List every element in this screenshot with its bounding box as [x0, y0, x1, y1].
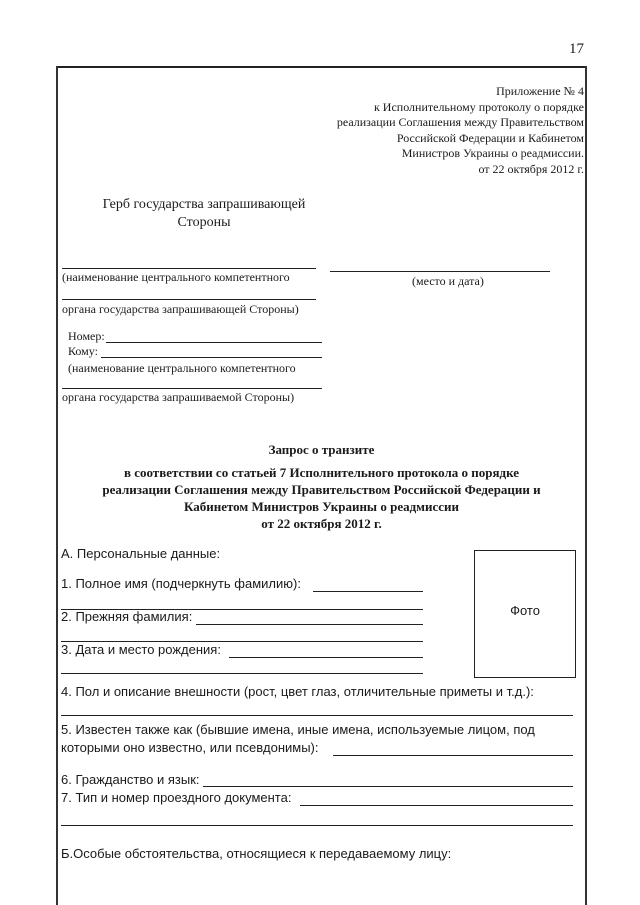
- birth-date-place-field[interactable]: [229, 657, 423, 658]
- place-date-field[interactable]: [330, 271, 550, 272]
- requesting-authority-field-2[interactable]: [62, 299, 316, 300]
- photo-box: [474, 550, 576, 678]
- aliases-field[interactable]: [333, 755, 573, 756]
- birth-date-place-label: 3. Дата и место рождения:: [61, 642, 221, 657]
- travel-document-field[interactable]: [300, 805, 573, 806]
- requesting-caption-1: (наименование центрального компетентного: [62, 270, 290, 284]
- appendix-line: реализации Соглашения между Правительством: [336, 115, 584, 129]
- coat-of-arms-line: Стороны: [177, 215, 231, 230]
- addressee-caption-1: (наименование центрального компетентного: [68, 361, 296, 375]
- appendix-line: к Исполнительному протоколу о порядке: [373, 99, 584, 114]
- to-label: Кому:: [68, 344, 98, 358]
- appearance-field[interactable]: [61, 715, 573, 716]
- to-field[interactable]: [101, 357, 322, 358]
- addressee-caption-2: органа государства запрашиваемой Стороны): [62, 390, 295, 404]
- appendix-line: Министров Украины о реадмиссии.: [401, 146, 584, 160]
- addressee-authority-field[interactable]: [62, 388, 322, 389]
- birth-date-place-field-2[interactable]: [61, 673, 423, 674]
- request-subtitle-line: в соответствии со статьей 7 Исполнительного протокола о порядке: [123, 465, 520, 480]
- full-name-label: 1. Полное имя (подчеркнуть фамилию):: [61, 576, 301, 591]
- request-title: Запрос о транзите: [268, 442, 375, 457]
- aliases-label: 5. Известен также как (бывшие имена, иные имена, используемые лицом, под: [61, 722, 535, 737]
- request-subtitle-line: Кабинетом Министров Украины о реадмиссии: [183, 499, 460, 514]
- section-b-heading: Б.Особые обстоятельства, относящиеся к передаваемому лицу:: [61, 846, 452, 861]
- appendix-line: Российской Федерации и Кабинетом: [396, 130, 584, 145]
- former-surname-label: 2. Прежняя фамилия:: [61, 609, 193, 624]
- request-subtitle-line: реализации Соглашения между Правительством Российской Федерации и: [102, 482, 541, 497]
- citizenship-language-field[interactable]: [203, 786, 573, 787]
- appendix-line: Приложение № 4: [496, 84, 584, 98]
- page-number: 17: [569, 41, 584, 57]
- number-field[interactable]: [106, 342, 322, 343]
- appendix-header: [337, 84, 584, 177]
- citizenship-language-label: 6. Гражданство и язык:: [61, 772, 200, 787]
- requesting-authority-field[interactable]: [62, 268, 316, 269]
- frame-top-border: [56, 66, 587, 68]
- aliases-label-2: которыми оно известно, или псевдонимы):: [61, 740, 319, 755]
- appearance-label: 4. Пол и описание внешности (рост, цвет глаз, отличительные приметы и т.д.):: [61, 684, 534, 699]
- appendix-line: от 22 октября 2012 г.: [478, 161, 584, 176]
- coat-of-arms-label: [84, 196, 324, 232]
- coat-of-arms-line: Герб государства запрашивающей: [102, 197, 306, 212]
- section-a-heading: А. Персональные данные:: [61, 546, 221, 561]
- number-label: Номер:: [68, 329, 105, 343]
- requesting-caption-2: органа государства запрашивающей Стороны): [62, 302, 299, 316]
- travel-document-label: 7. Тип и номер проездного документа:: [61, 790, 292, 805]
- photo-label: Фото: [510, 603, 540, 618]
- request-subtitle-line: от 22 октября 2012 г.: [261, 516, 382, 531]
- travel-document-field-2[interactable]: [61, 825, 573, 826]
- full-name-field[interactable]: [313, 591, 423, 592]
- former-surname-field[interactable]: [196, 624, 423, 625]
- place-date-caption: (место и дата): [412, 274, 484, 288]
